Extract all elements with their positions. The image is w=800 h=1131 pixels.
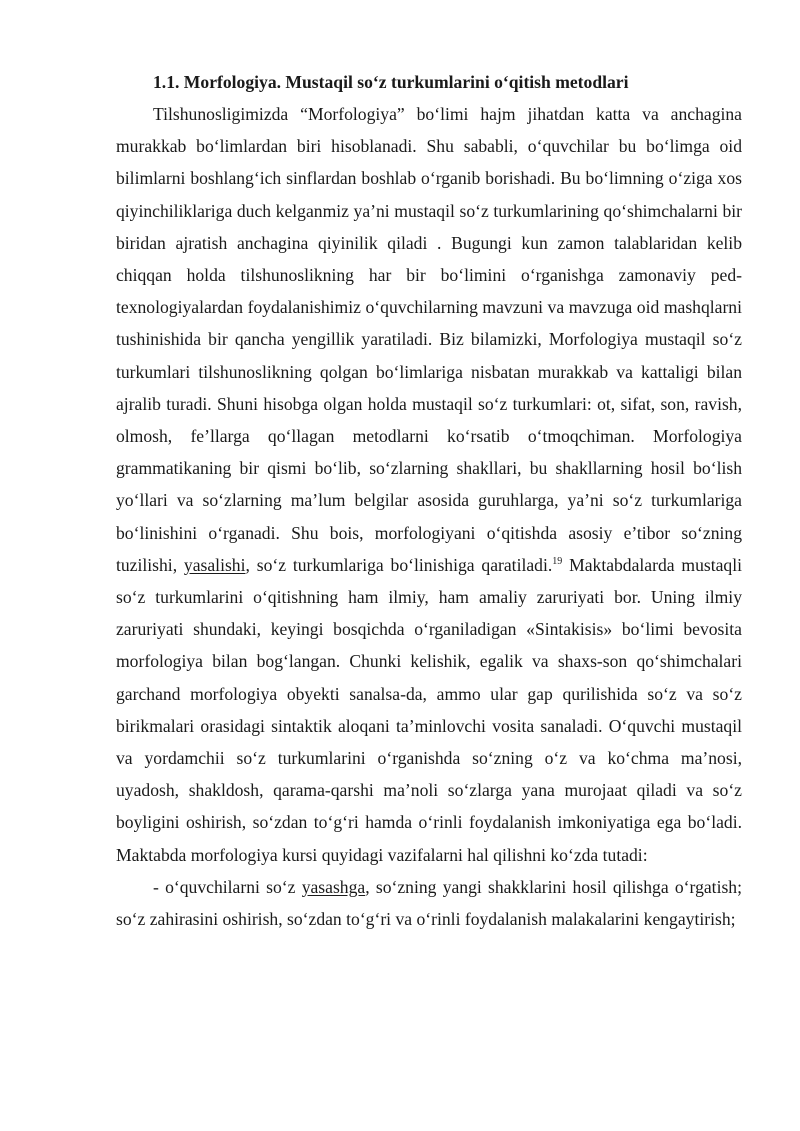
footnote-reference[interactable]: 19	[552, 555, 563, 567]
section-heading: 1.1. Morfologiya. Mustaqil so‘z turkumlarini o‘qitish metodlari	[153, 72, 629, 92]
paragraph-text: - o‘quvchilarni so‘z	[153, 876, 302, 897]
body-paragraph	[116, 98, 742, 871]
paragraph-text: Tilshunosligimizda “Morfologiya” bo‘limi hajm jihatdan katta va anchagina murakkab bo‘limlardan biri hisoblanadi. Shu sababli, o‘quvchilar bu bo‘limga oid bilimlarni boshlang‘ich sinflardan boshlab o‘rganib borishadi. Bu bo‘limning o‘ziga xos qiyinchiliklariga duch kelganmiz ya’ni mustaqil so‘z turkumlarining qo‘shimchalarni bir biridan ajratish anchagina qiyinilik qiladi . Bugungi kun zamon talablaridan kelib chiqqan holda tilshunoslikning har bir bo‘limini o‘rganishga zamonaviy ped-texnologiyalardan foydalanishimiz o‘quvchilarning mavzuni va mavzuga oid mashqlarni tushinishida bir qancha yengillik yaratiladi. Biz bilamizki, Morfologiya mustaqil so‘z turkumlari tilshunoslikning qolgan bo‘limlariga nisbatan murakkab va kattaligi bilan ajralib turadi. Shuni hisobga olgan holda mustaqil so‘z turkumlari: ot, sifat, son, ravish, olmosh, fe’llarga qo‘llagan metodlarni ko‘rsatib o‘tmoqchiman. Morfologiya grammatikaning bir qismi bo‘lib, so‘zlarning shakllari, bu shakllarning hosil bo‘lish yo‘llari va so‘zlarning ma’lum belgilar asosida guruhlarga, ya’ni so‘z turkumlariga bo‘linishini o‘rganadi. Shu bois, morfologiyani o‘qitishda asosiy e’tibor so‘zning tuzilishi,	[116, 104, 742, 575]
paragraph-text: , so‘z turkumlariga bo‘linishiga qaratiladi.	[245, 554, 553, 575]
document-page	[116, 66, 742, 935]
paragraph-text: , so‘zning yangi shakklarini hosil qilishga o‘rgatish; so‘z zahirasini oshirish, so‘zdan to‘g‘ri va o‘rinli foydalanish malakalarini kengaytirish;	[116, 876, 742, 930]
paragraph-text: Maktabdalarda mustaqli so‘z turkumlarini o‘qitishning ham ilmiy, ham amaliy zaruriyati bor. Uning ilmiy zaruriyati shundaki, keyingi bosqichda o‘rganiladigan «Sintakisis» bo‘limi bevosita morfologiya bilan bog‘langan. Chunki kelishik, egalik va shaxs-son qo‘shimchalari garchand morfologiya obyekti sanalsa-da, ammo ular gap qurilishida so‘z va so‘z birikmalari orasidagi sintaktik aloqani ta’minlovchi vosita sanaladi. O‘quvchi mustaqil va yordamchii so‘z turkumlarini o‘rganishda so‘zning o‘z va ko‘chma ma’nosi, uyadosh, shakldosh, qarama-qarshi ma’noli so‘zlarga yana murojaat qiladi va so‘z boyligini oshirish, so‘zdan to‘g‘ri hamda o‘rinli foydalanish imkoniyatiga ega bo‘ladi. Maktabda morfologiya kursi quyidagi vazifalarni hal qilishni ko‘zda tutadi:	[116, 554, 742, 865]
underlined-word: yasashga	[301, 876, 366, 897]
underlined-word: yasalishi	[183, 554, 246, 575]
list-item-paragraph	[116, 871, 742, 935]
